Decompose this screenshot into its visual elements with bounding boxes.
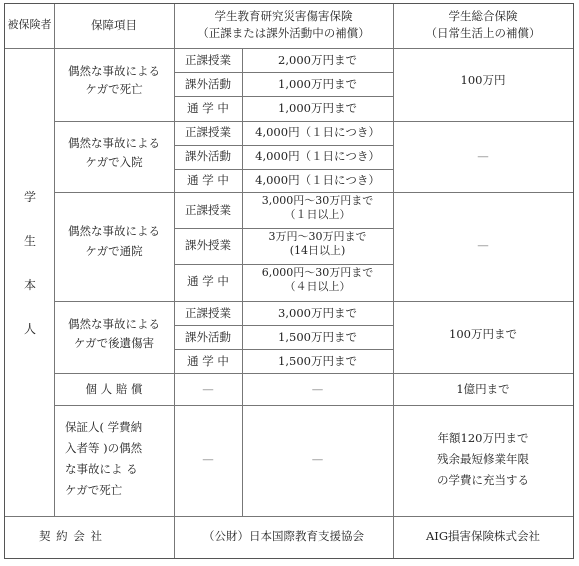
- cat-cell: 課外授業: [185, 238, 231, 252]
- guarantor-cat: —: [202, 452, 214, 466]
- grid-line: [242, 48, 243, 516]
- plan2-guarantor-line2: 残余最短修業年限: [437, 452, 529, 466]
- amount-cell: 4,000円（１日につき）: [255, 149, 380, 163]
- amount-cell: 4,000円（１日につき）: [255, 173, 380, 187]
- cat-cell: 正課授業: [185, 306, 231, 320]
- liability-cat: —: [202, 382, 214, 396]
- insurance-table: [4, 3, 574, 559]
- grid-line: [54, 301, 573, 302]
- cat-cell: 正課授業: [185, 53, 231, 67]
- amount-cell: 1,000万円まで: [278, 101, 357, 115]
- plan2-guarantor-line3: の学費に充当する: [437, 473, 529, 487]
- grid-line: [54, 373, 573, 374]
- guarantor-amount: —: [311, 452, 324, 466]
- plan2-outpatient: —: [477, 238, 489, 252]
- cat-cell: 通 学 中: [187, 101, 229, 115]
- amount-cell: （１日以上）: [284, 208, 351, 221]
- contract-label: 契 約 会 社: [39, 529, 103, 543]
- amount-cell: 6,000円〜30万円まで: [261, 266, 374, 279]
- grid-line: [174, 325, 393, 326]
- plan2-liability: 1億円まで: [456, 382, 510, 396]
- cat-cell: 課外活動: [185, 330, 231, 344]
- grid-line: [174, 169, 393, 170]
- item-liability: 個 人 賠 償: [85, 382, 143, 396]
- item-disability-line1: 偶然な事故による: [68, 317, 160, 331]
- item-death-line2: ケガで死亡: [85, 82, 143, 96]
- insured-char-2: 生: [23, 234, 36, 248]
- amount-cell: 3万円〜30万円まで: [268, 230, 367, 243]
- cat-cell: 課外活動: [185, 149, 231, 163]
- plan2-hospital: —: [477, 149, 489, 163]
- grid-line: [174, 4, 175, 558]
- item-outpatient-line1: 偶然な事故による: [68, 224, 160, 238]
- contract-plan2: AIG損害保険株式会社: [425, 529, 541, 543]
- plan2-guarantor-line1: 年額120万円まで: [437, 431, 529, 445]
- grid-line: [54, 4, 55, 516]
- header-plan2-title: 学生総合保険: [448, 9, 518, 23]
- amount-cell: 3,000万円まで: [278, 306, 357, 320]
- plan2-disability: 100万円まで: [449, 327, 517, 341]
- insured-char-4: 人: [23, 322, 36, 336]
- item-guarantor-line1: 保証人( 学費納: [65, 420, 143, 434]
- cat-cell: 通 学 中: [187, 173, 229, 187]
- item-disability-line2: ケガで後遺傷害: [73, 336, 155, 350]
- item-outpatient-line2: ケガで通院: [85, 244, 143, 258]
- grid-line: [5, 48, 573, 49]
- amount-cell: 3,000円〜30万円まで: [261, 194, 374, 207]
- grid-line: [54, 405, 573, 406]
- liability-amount: —: [311, 382, 324, 396]
- header-plan1-title: 学生教育研究災害傷害保険: [214, 9, 353, 23]
- cat-cell: 正課授業: [185, 125, 231, 139]
- amount-cell: 1,500万円まで: [278, 330, 357, 344]
- grid-line: [54, 121, 573, 122]
- grid-line: [174, 72, 393, 73]
- insured-side-label: [23, 188, 37, 364]
- grid-line: [174, 145, 393, 146]
- grid-line: [393, 4, 394, 558]
- grid-line: [54, 192, 573, 193]
- amount-cell: (14日以上): [289, 244, 346, 257]
- plan2-death: 100万円: [460, 73, 506, 87]
- cat-cell: 通 学 中: [187, 354, 229, 368]
- item-hospital-line2: ケガで入院: [85, 155, 143, 169]
- amount-cell: 4,000円（１日につき）: [255, 125, 380, 139]
- cat-cell: 正課授業: [185, 203, 231, 217]
- cat-cell: 通 学 中: [187, 274, 229, 288]
- amount-cell: （４日以上）: [284, 280, 351, 293]
- item-guarantor-line3: な事故によ る: [65, 462, 138, 476]
- amount-cell: 1,000万円まで: [278, 77, 357, 91]
- insured-char-1: 学: [23, 190, 36, 204]
- header-plan2-sub: （日常生活上の補償）: [425, 26, 541, 40]
- header-item: 保障項目: [91, 18, 137, 32]
- header-plan1-sub: （正課または課外活動中の補償）: [197, 26, 370, 40]
- item-death-line1: 偶然な事故による: [68, 64, 160, 78]
- amount-cell: 1,500万円まで: [278, 354, 357, 368]
- grid-line: [174, 96, 393, 97]
- item-guarantor-line2: 入者等 )の偶然: [65, 441, 143, 455]
- item-guarantor-line4: ケガで死亡: [65, 483, 123, 497]
- grid-line: [174, 264, 393, 265]
- grid-line: [174, 349, 393, 350]
- insured-char-3: 本: [23, 278, 36, 292]
- item-hospital-line1: 偶然な事故による: [68, 136, 160, 150]
- amount-cell: 2,000万円まで: [278, 53, 357, 67]
- contract-plan1: （公財）日本国際教育支援協会: [203, 529, 364, 543]
- grid-line: [5, 516, 573, 517]
- grid-line: [174, 228, 393, 229]
- header-insured: 被保険者: [7, 18, 52, 31]
- cat-cell: 課外活動: [185, 77, 231, 91]
